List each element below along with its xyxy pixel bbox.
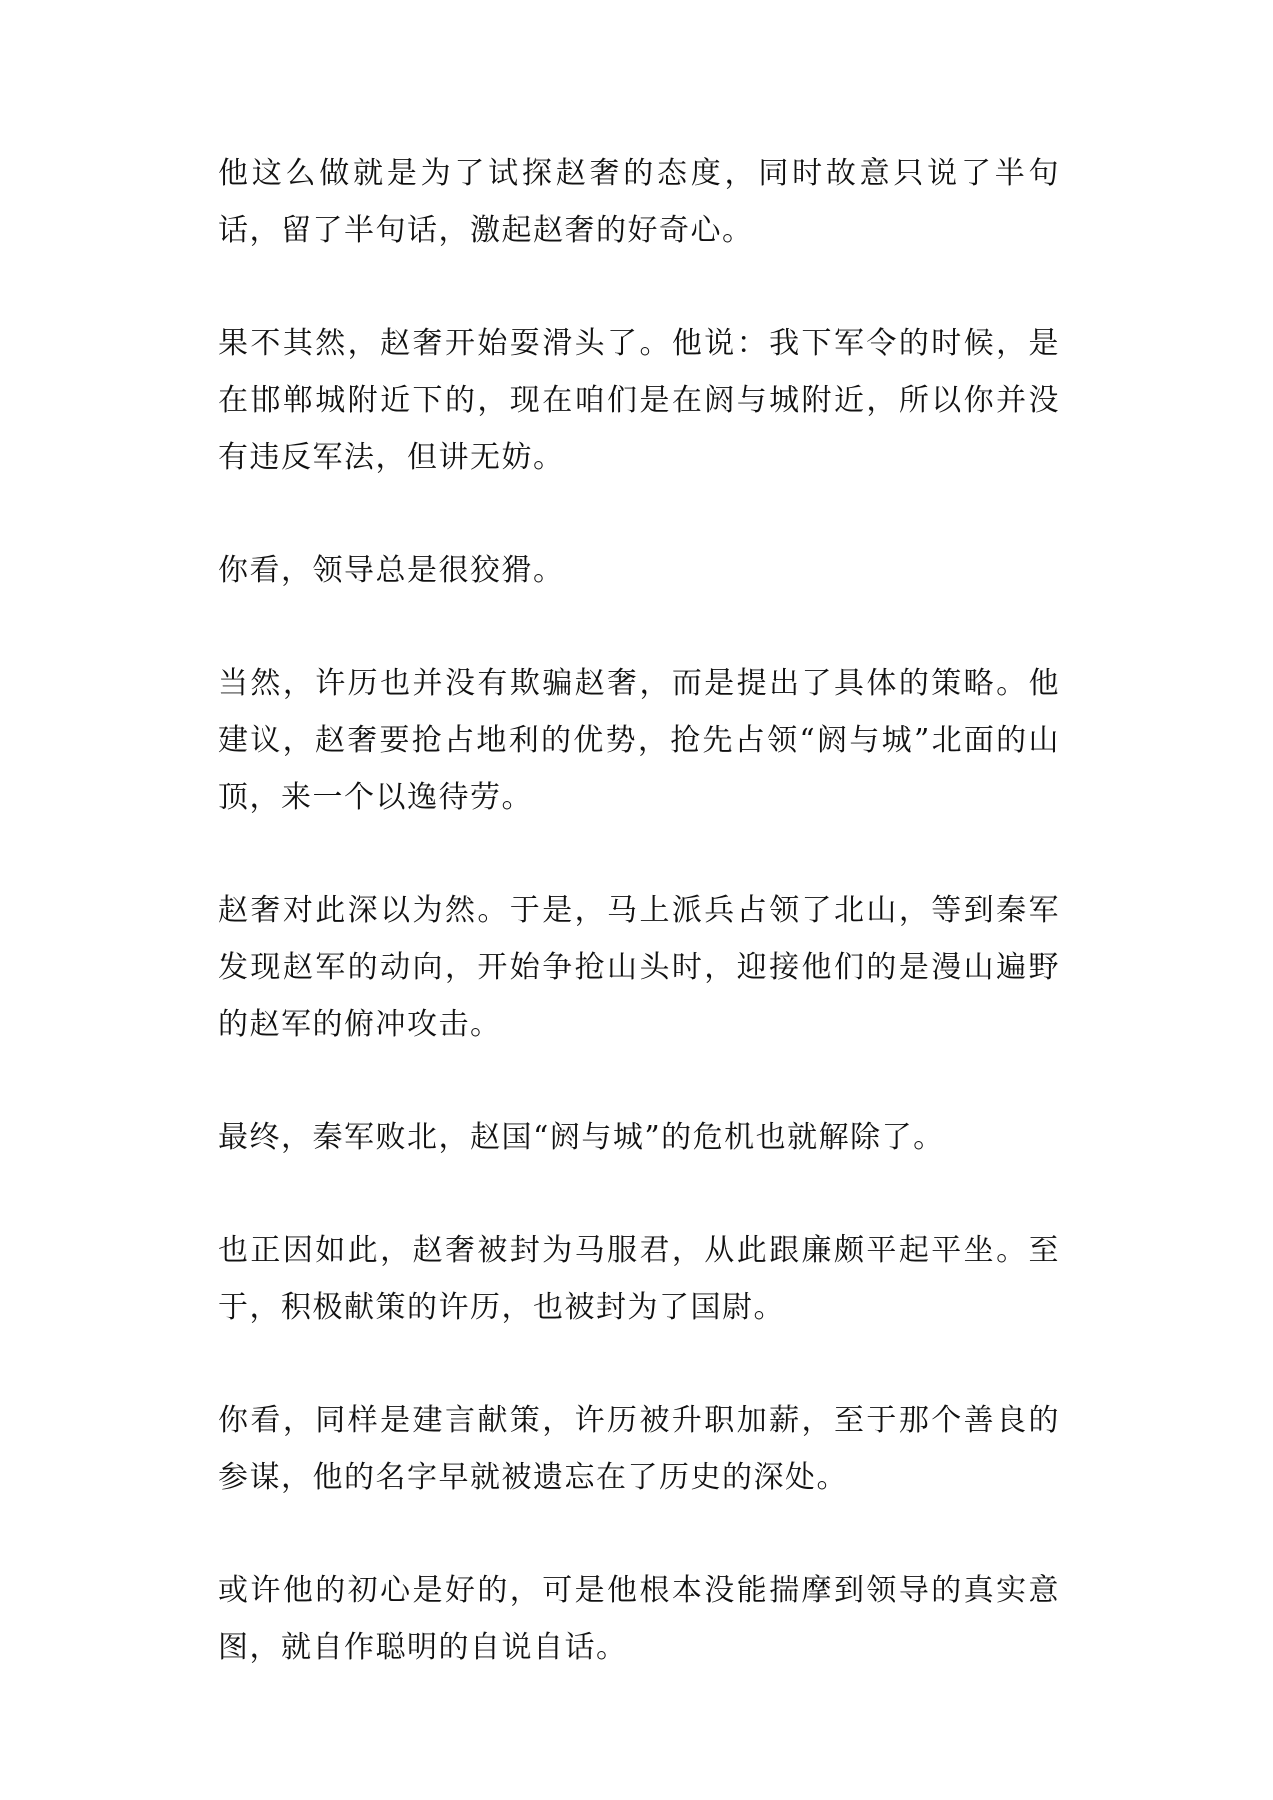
paragraph-3: 你看，领导总是很狡猾。 [218, 553, 565, 588]
paragraph-9: 或许他的初心是好的，可是他根本没能揣摩到领导的真实意图，就自作聪明的自说自话。 [218, 1573, 1060, 1665]
paragraph-4: 当然，许历也并没有欺骗赵奢，而是提出了具体的策略。他建议，赵奢要抢占地利的优势，抢先占领“阏与城”北面的山顶，来一个以逸待劳。 [218, 666, 1060, 815]
paragraph-1: 他这么做就是为了试探赵奢的态度，同时故意只说了半句话，留了半句话，激起赵奢的好奇心。 [218, 156, 1060, 248]
paragraph-2: 果不其然，赵奢开始耍滑头了。他说：我下军令的时候，是在邯郸城附近下的，现在咱们是在阏与城附近，所以你并没有违反军法，但讲无妨。 [218, 326, 1060, 475]
paragraph-7: 也正因如此，赵奢被封为马服君，从此跟廉颇平起平坐。至于，积极献策的许历，也被封为了国尉。 [218, 1233, 1060, 1325]
document-body [218, 145, 1060, 1732]
paragraph-5: 赵奢对此深以为然。于是，马上派兵占领了北山，等到秦军发现赵军的动向，开始争抢山头时，迎接他们的是漫山遍野的赵军的俯冲攻击。 [218, 893, 1060, 1042]
paragraph-6: 最终，秦军败北，赵国“阏与城”的危机也就解除了。 [218, 1120, 945, 1155]
paragraph-8: 你看，同样是建言献策，许历被升职加薪，至于那个善良的参谋，他的名字早就被遗忘在了历史的深处。 [218, 1403, 1060, 1495]
